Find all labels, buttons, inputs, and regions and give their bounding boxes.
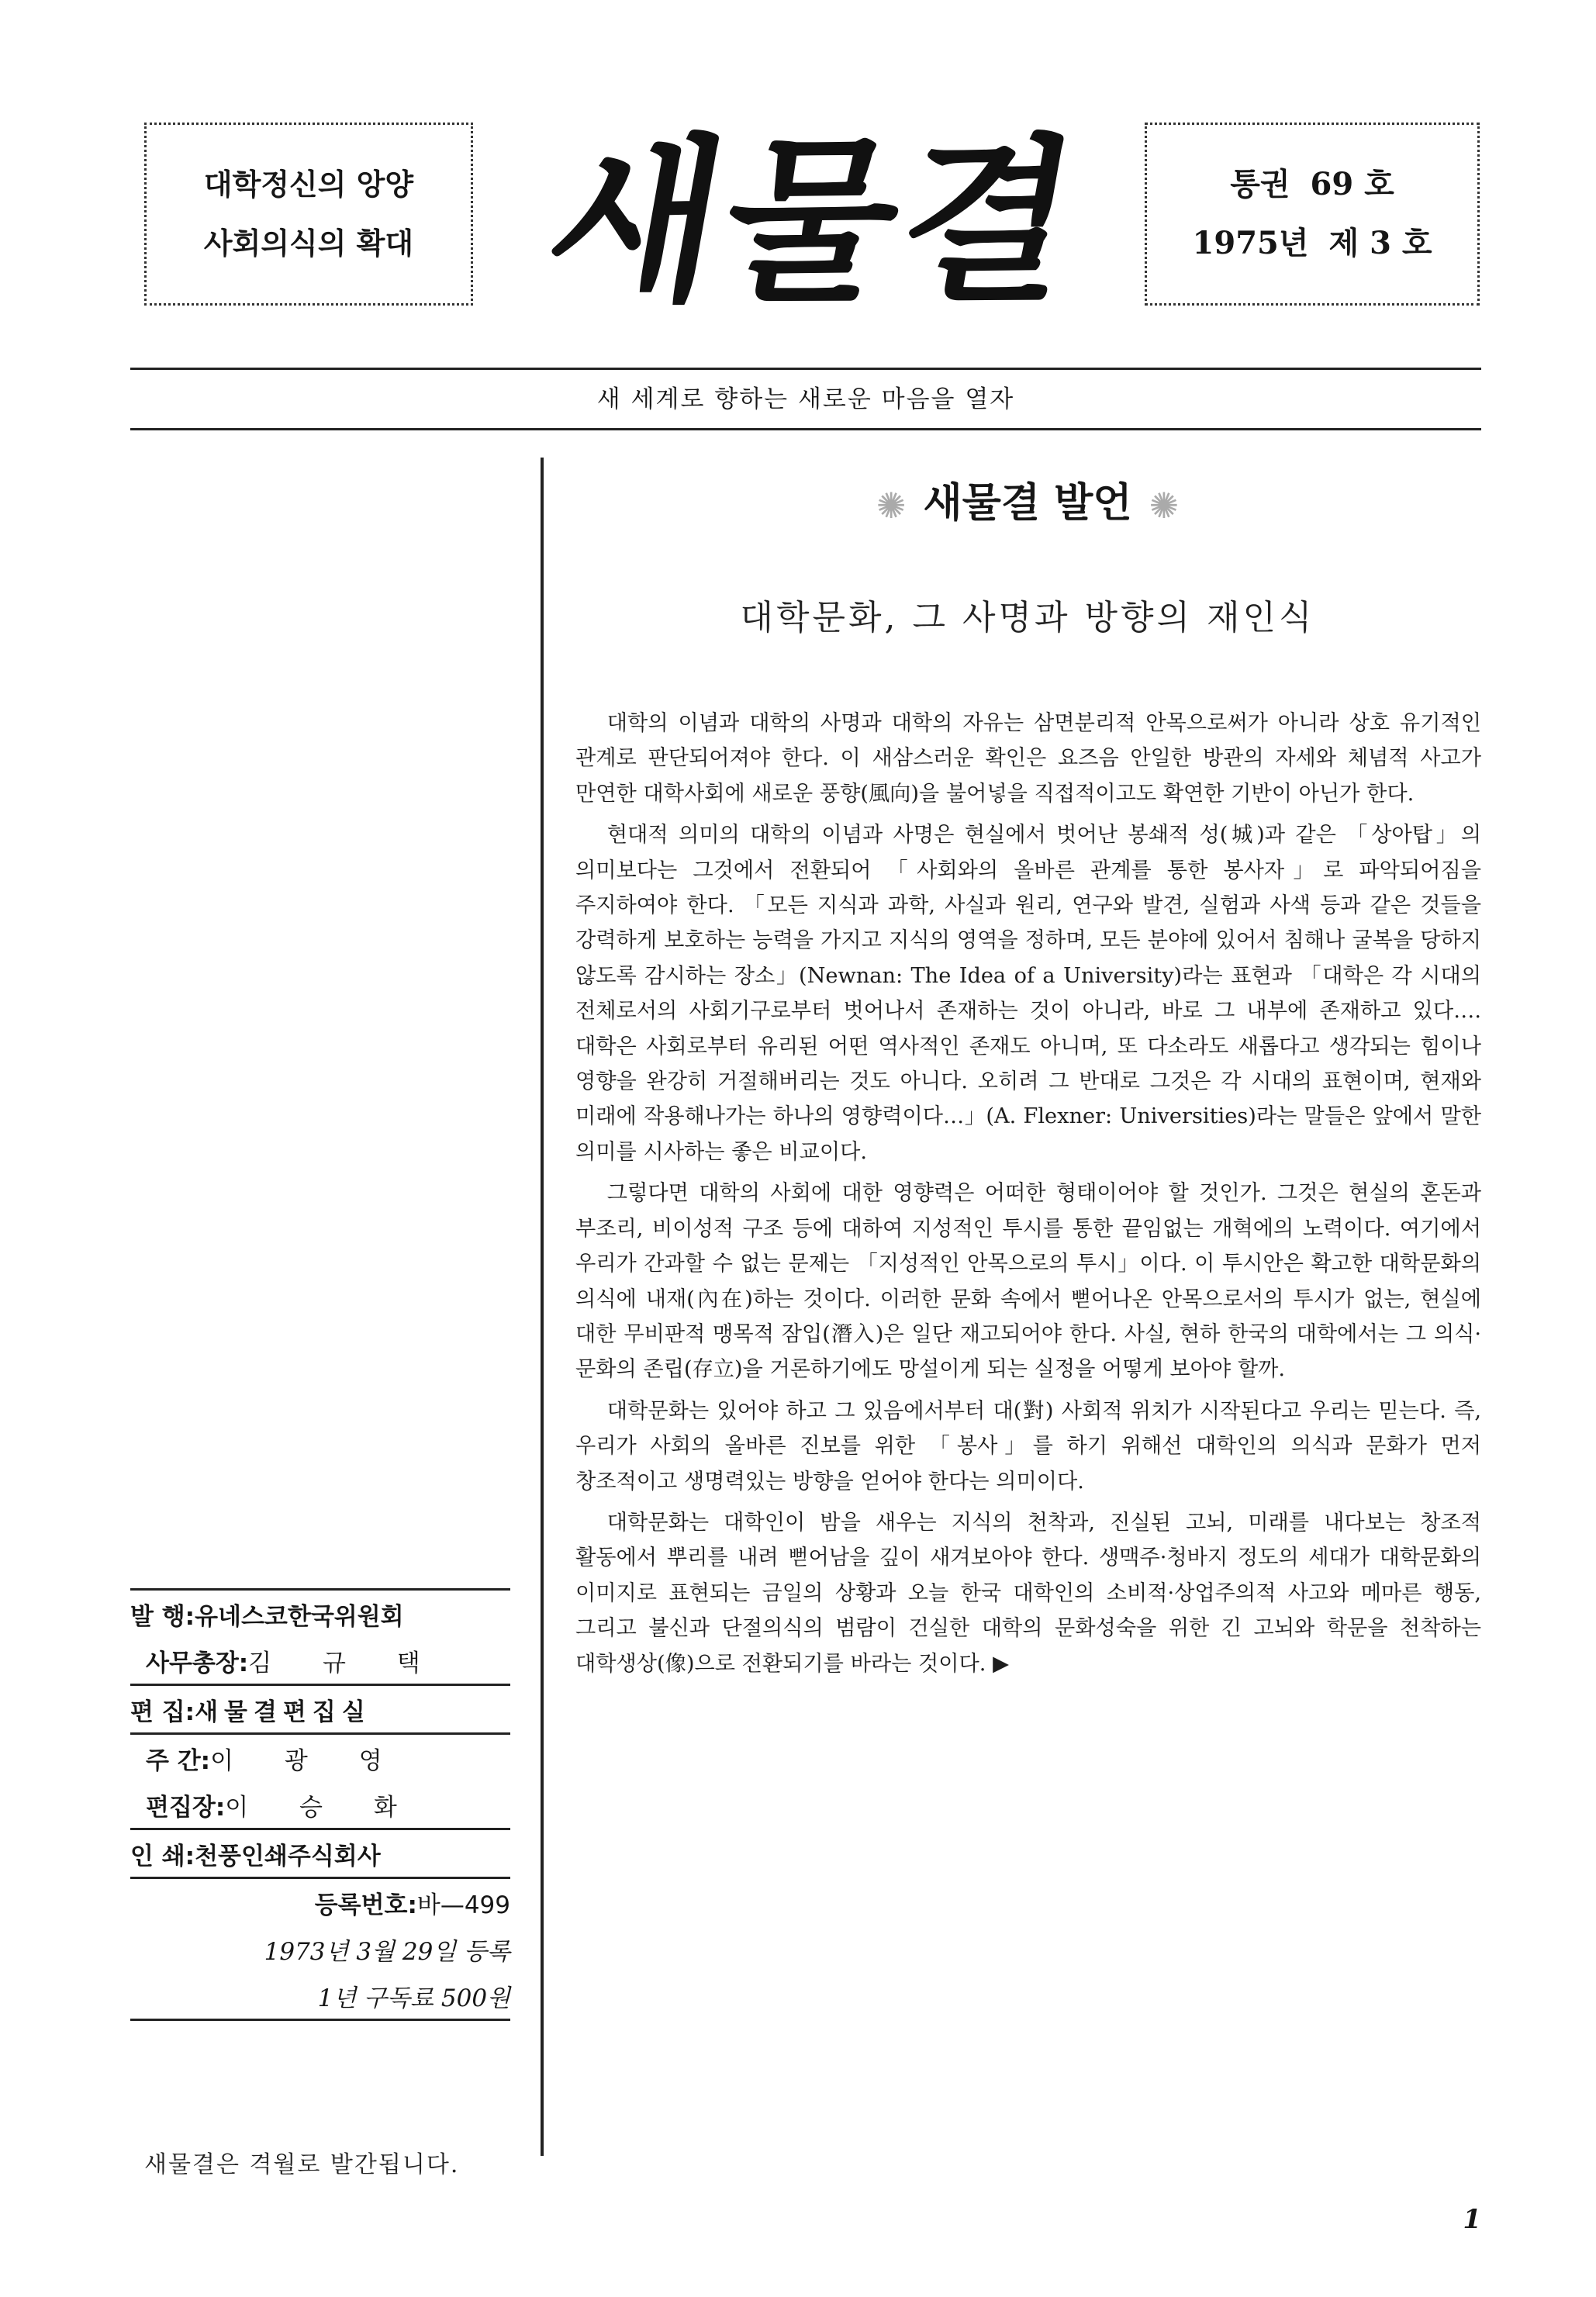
column-divider (541, 458, 544, 2156)
editor-in-chief-label: 편집장: (146, 1793, 226, 1822)
registration-label: 등록번호: (314, 1891, 417, 1919)
article-paragraph: 대학의 이념과 대학의 사명과 대학의 자유는 삼면분리적 안목으로써가 아니라 상호 유기적인 관계로 판단되어져야 한다. 이 새삼스러운 확인은 요즈음 안일한 방관의 자세와 체념적 사고가 만연한 대학사회에 새로운 풍향(風向)을 불어넣을 직접적이고도 확연한 기반이 아닌가 한다. (575, 711, 1481, 806)
publisher-label: 발 행: (130, 1602, 195, 1631)
issue-total-number: 69 호 (1310, 166, 1394, 202)
column-heading (574, 468, 1481, 538)
issue-box (1145, 123, 1480, 306)
printer-label: 인 쇄: (130, 1842, 195, 1870)
editor: 새물결편집실 (195, 1698, 371, 1726)
colophon-editor-row (130, 1686, 510, 1732)
registration-date: 1973년 3월 29일 등록 (264, 1937, 510, 1966)
colophon-printer-row (130, 1830, 510, 1877)
slogan: 새 세계로 향하는 새로운 마음을 열자 (596, 385, 1015, 413)
publisher: 유네스코한국위원회 (195, 1602, 404, 1631)
secretary: 김 규 택 (248, 1649, 442, 1677)
motto-line-2: 사회의식의 확대 (203, 226, 414, 261)
colophon-chief-row (130, 1735, 510, 1781)
subscription: 1년 구독료 500원 (317, 1984, 510, 2012)
colophon (130, 1588, 510, 2021)
header-rule-bottom (130, 428, 1481, 430)
editor-in-chief: 이 승 화 (225, 1793, 419, 1822)
issue-number: 제 3 호 (1328, 225, 1432, 261)
motto-box (144, 123, 473, 306)
article-paragraph: 그렇다면 대학의 사회에 대한 영향력은 어떠한 형태이어야 할 것인가. 그것은 현실의 혼돈과 부조리, 비이성적 구조 등에 대하여 지성적인 투시를 통한 끝임없는 개혁에의 노력이다. 여기에서 우리가 간과할 수 없는 문제는 「지성적인 안목으로의 투시」이다. 이 투시안은 확고한 대학문화의 의식에 내재(內在)하는 것이다. 이러한 문화 속에서 뻗어나온 안목으로서의 투시가 없는, 현실에 대한 무비판적 맹목적 잠입(潛入)은 일단 재고되어야 한다. 사실, 현하 한국의 대학에서는 그 의식·문화의 존립(存立)을 거론하기에도 망설이게 되는 실정을 어떻게 보아야 할까. (575, 1181, 1481, 1382)
article-paragraph: 대학문화는 있어야 하고 그 있음에서부터 대(對) 사회적 위치가 시작된다고 우리는 믿는다. 즉, 우리가 사회의 올바른 진보를 위한 「봉사」를 하기 위해선 대학인의 의식과 문화가 먼저 창조적이고 생명력있는 방향을 얻어야 한다는 의미이다. (575, 1398, 1481, 1494)
header-rule-top (130, 368, 1481, 370)
chief-label: 주 간: (146, 1746, 211, 1775)
colophon-note: 새물결은 격월로 발간됩니다. (144, 2151, 460, 2178)
page-number: 1 (1463, 2204, 1481, 2235)
starburst-icon: ✺ (876, 485, 907, 527)
issue-total-label: 통권 (1230, 166, 1290, 202)
starburst-icon: ✺ (1149, 485, 1180, 527)
colophon-secretary-row (130, 1637, 510, 1684)
column-heading-text: 새물결 발언 (923, 480, 1132, 527)
colophon-editor-in-chief-row (130, 1781, 510, 1828)
masthead-title: 새물결 (532, 117, 1097, 325)
chief: 이 광 영 (210, 1746, 404, 1775)
colophon-publisher-row (130, 1591, 510, 1637)
motto-line-1: 대학정신의 앙양 (203, 168, 414, 202)
colophon-rule (130, 2019, 510, 2021)
printer: 천풍인쇄주식회사 (195, 1842, 381, 1870)
registration-number: 바—499 (416, 1891, 510, 1919)
article-paragraph: 대학문화는 대학인이 밤을 새우는 지식의 천착과, 진실된 고뇌, 미래를 내다보는 창조적 활동에서 뿌리를 내려 뻗어남을 깊이 새겨보아야 한다. 생맥주·청바지 정도의 세대가 대학문화의 이미지로 표현되는 금일의 상황과 오늘 한국 대학인의 소비적·상업주의적 사고와 메마른 행동, 그리고 불신과 단절의식의 범람이 건실한 대학의 문화성숙을 위한 긴 고뇌와 학문을 천착하는 대학생상(像)으로 전환되기를 바라는 것이다. ▶ (575, 1510, 1481, 1676)
article-paragraph: 현대적 의미의 대학의 이념과 사명은 현실에서 벗어난 봉쇄적 성(城)과 같은 「상아탑」의 의미보다는 그것에서 전환되어 「사회와의 올바른 관계를 통한 봉사자」로 파악되어짐을 주지하여야 한다. 「모든 지식과 과학, 사실과 원리, 연구와 발견, 실험과 사색 등과 같은 것들을 강력하게 보호하는 능력을 가지고 지식의 영역을 정하며, 모든 분야에 있어서 침해나 굴복을 당하지 않도록 감시하는 장소」(Newnan: The Idea of a University)라는 표현과 「대학은 각 시대의 전체로서의 사회기구로부터 벗어나서 존재하는 것이 아니라, 바로 그 내부에 존재하고 있다…. 대학은 사회로부터 유리된 어떤 역사적인 존재도 아니며, 또 다소라도 새롭다고 생각되는 힘이나 영향을 완강히 거절해버리는 것도 아니다. 오히려 그 반대로 그것은 각 시대의 표현이며, 현재와 미래에 작용해나가는 하나의 영향력이다…」(A. Flexner: Universities)라는 말들은 앞에서 말한 의미를 시사하는 좋은 비교이다. (575, 823, 1481, 1164)
article-title: 대학문화, 그 사명과 방향의 재인식 (740, 598, 1315, 637)
secretary-label: 사무총장: (146, 1649, 249, 1677)
colophon-registration-row (130, 1879, 510, 1926)
editor-label: 편 집: (130, 1698, 195, 1726)
issue-year: 1975년 (1192, 225, 1309, 261)
article-body (575, 706, 1481, 1681)
